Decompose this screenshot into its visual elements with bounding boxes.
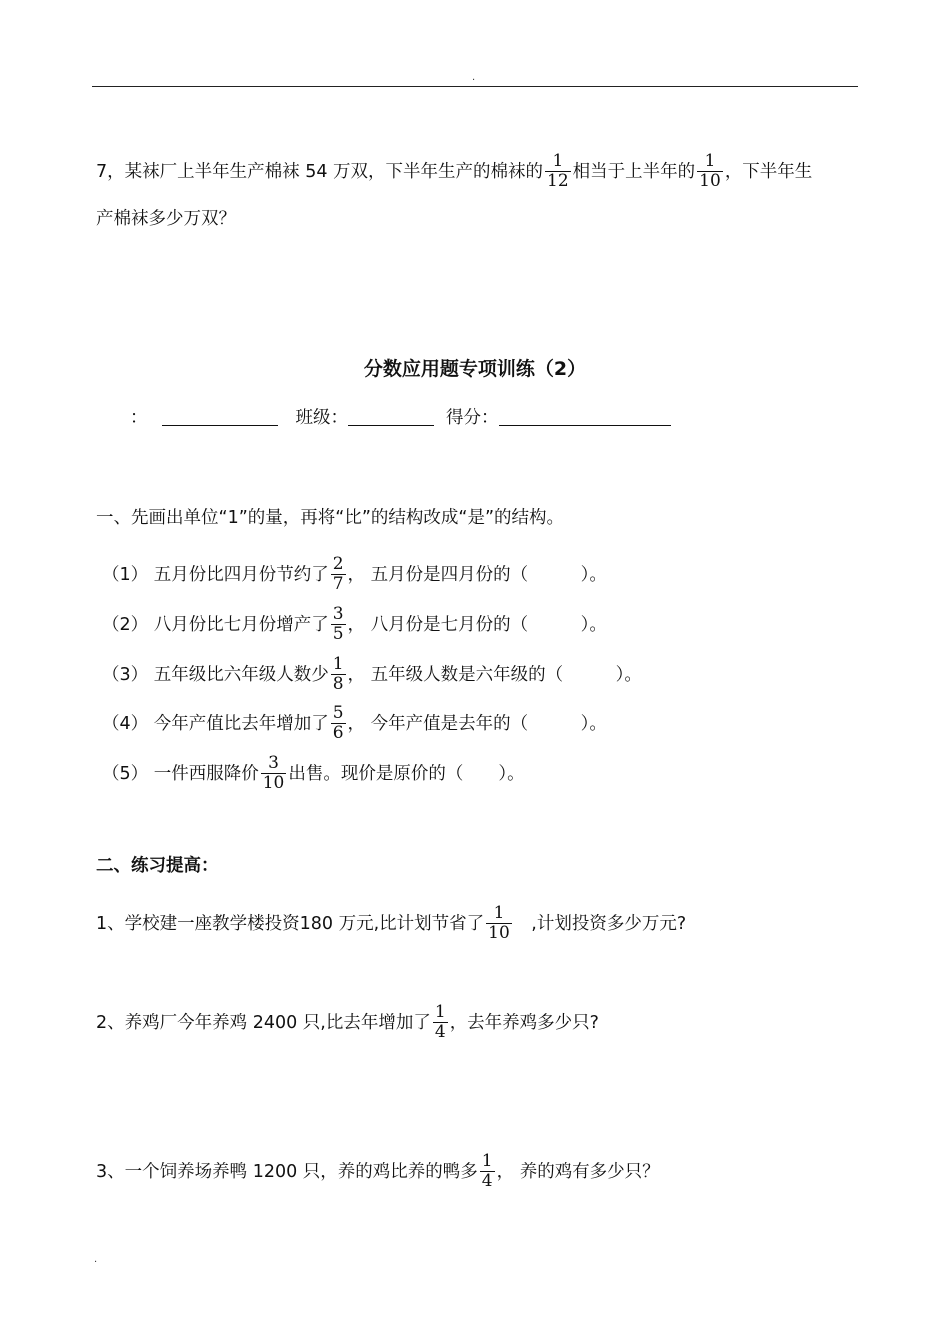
worksheet-title: 分数应用题专项训练（2） [363,358,587,380]
header-dot: . [472,72,476,83]
item-5-post: 出售。现价是原价的（ ）。 [288,763,525,784]
name-label: ： [130,408,148,428]
problem-1-pre: 1、学校建一座教学楼投资180 万元,比计划节省了 [96,913,485,934]
fraction-1-4: $\frac{1}{4}$ [434,1002,446,1042]
item-3-pre: （3） 五年级比六年级人数少 [102,664,329,685]
section-1-item-3 [102,655,642,694]
item-4-pre: （4） 今年产值比去年增加了 [102,713,329,734]
q7-text-pre: 7，某袜厂上半年生产棉袜 54 万双，下半年生产的棉袜的 [96,161,544,182]
fraction-1-10-b: $\frac{1}{10}$ [488,903,510,943]
fraction-5-6: $\frac{5}{6}$ [332,703,344,743]
problem-1-post: ,计划投资多少万元? [513,913,687,934]
section-1-item-4 [102,704,607,743]
fraction-1-4-b: $\frac{1}{4}$ [481,1151,493,1191]
question-7-line1 [96,152,812,191]
class-blank[interactable] [348,411,434,426]
score-label: 得分： [446,408,499,428]
fraction-3-5: $\frac{3}{5}$ [332,604,344,644]
section-1-item-1 [102,555,607,594]
fraction-1-12: $\frac{1}{12}$ [547,151,569,191]
fraction-3-10: $\frac{3}{10}$ [262,753,285,793]
question-7-line2: 产棉袜多少万双？ [96,209,236,229]
section-1-item-5 [102,754,525,793]
q7-text-post: ，下半年生 [724,161,813,182]
section-1-heading: 一、先画出单位“1”的量，再将“比”的结构改成“是”的结构。 [96,508,565,528]
problem-3-pre: 3、一个饲养场养鸭 1200 只，养的鸡比养的鸭多 [96,1161,478,1182]
header-rule [92,86,858,87]
section-2-heading: 二、练习提高： [96,856,219,876]
item-4-post: ， 今年产值是去年的（ ）。 [347,713,607,734]
item-1-pre: （1） 五月份比四月份节约了 [102,564,329,585]
fraction-1-10: $\frac{1}{10}$ [699,151,721,191]
problem-3-post: ， 养的鸡有多少只？ [496,1161,660,1182]
problem-1 [96,904,686,943]
item-2-post: ， 八月份是七月份的（ ）。 [347,614,607,635]
problem-2 [96,1003,599,1042]
problem-2-post: ，去年养鸡多少只? [449,1012,599,1033]
item-3-post: ， 五年级人数是六年级的（ ）。 [347,664,642,685]
name-blank[interactable] [162,411,278,426]
score-blank[interactable] [499,411,671,426]
section-1-item-2 [102,605,607,644]
item-1-post: ， 五月份是四月份的（ ）。 [347,564,607,585]
class-label: 班级： [295,408,348,428]
info-line [130,406,671,430]
fraction-2-7: $\frac{2}{7}$ [332,554,344,594]
footer-dot: . [94,1254,98,1265]
item-2-pre: （2） 八月份比七月份增产了 [102,614,329,635]
problem-2-pre: 2、养鸡厂今年养鸡 2400 只,比去年增加了 [96,1012,431,1033]
fraction-1-8: $\frac{1}{8}$ [332,654,344,694]
item-5-pre: （5） 一件西服降价 [102,763,259,784]
q7-text-mid: 相当于上半年的 [572,161,696,182]
problem-3 [96,1152,660,1191]
